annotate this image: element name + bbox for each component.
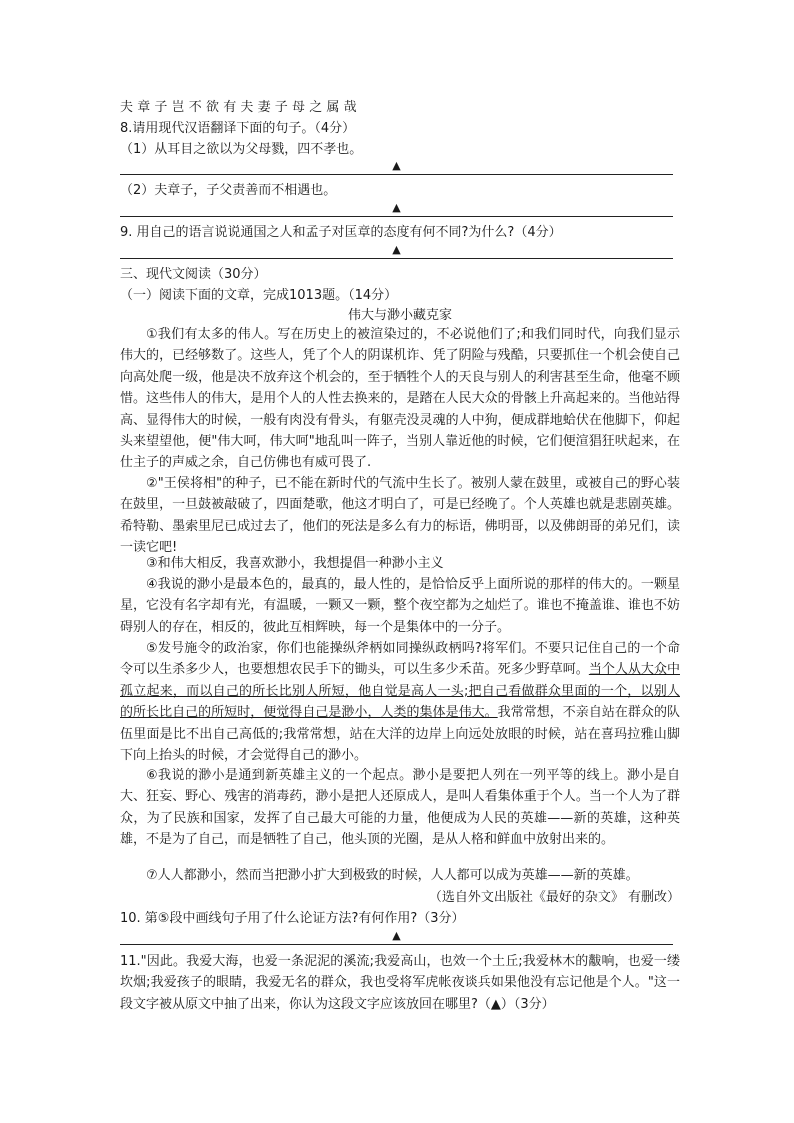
answer-line-q8-1[interactable]: ▲ bbox=[120, 158, 673, 175]
answer-line-q9[interactable]: ▲ bbox=[120, 242, 673, 259]
article-paragraph-1: ①我们有太多的伟人。写在历史上的被渲染过的，不必说他们了;和我们同时代，向我们显示伟大的，已经够数了。这些人，凭了个人的阴谋机诈、凭了阴险与残酷，只要抓住一个机会使自己向高处爬一级，他是决不放弃这个机会的，至于牺牲个人的天良与别人的利害甚至生命，他毫不顾惜。这些伟人的伟大，是用个人的人性去换来的，是踏在人民大众的骨骸上升高起来的。当他站得高、显得伟大的时候，一般有肉没有骨头，有躯壳没灵魂的人中狗，便成群地蛤伏在他脚下，仰起头来望望他，便"伟大呵，伟大呵"地乱叫一阵子，当别人靠近他的时候，它们便渲猖狂吠起来，在仕主子的声威之余，自己仿佛也有威可畏了. bbox=[120, 327, 680, 471]
paragraph-5-text-a: ⑤发号施令的政治家，你们也能操纵斧柄如同操纵政柄吗?将军们。不要只记住自己的一个命令可以生杀多少人，也要想想农民手下的锄头，可以生多少禾苗。死多少野草呵。 bbox=[120, 641, 680, 678]
article-paragraph-5 bbox=[120, 638, 680, 766]
part-1-heading: （一）阅读下面的文章，完成1013题。（14分） bbox=[120, 288, 398, 303]
q8-sentence-2: （2）夫章子，子父责善而不相遇也。 bbox=[120, 183, 337, 198]
q7-fill-text: 夫章子岂不欲有夫妻子母之属哉 bbox=[120, 100, 361, 115]
article-paragraph-2: ②"王侯将相"的种子，已不能在新时代的气流中生长了。被别人蒙在鼓里，或被自己的野心装在鼓里，一旦鼓被敲破了，四面楚歌，他这才明白了，可是已经晚了。个人英雄也就是悲剧英雄。希特勒、墨索里尼已成过去了，他们的死法是多么有力的标语，佛明哥，以及佛朗哥的弟兄们，读一读它吧! bbox=[120, 476, 680, 556]
article-paragraph-7: ⑦人人都渺小，然而当把渺小扩大到极致的时候，人人都可以成为英雄——新的英雄。 bbox=[146, 868, 639, 883]
paragraph-5-text-b: 我常常想，不亲自站在群众的队伍里面是比不出自己高低的;我常常想，站在大洋的边岸上向远处放眼的时候，站在喜玛拉雅山脚下向上抬头的时候，才会觉得自己的渺小。 bbox=[120, 705, 680, 764]
q11-prompt: 11."因此。我爱大海，也爱一条泥泥的溪流;我爱高山，也效一个土丘;我爱林木的黻响，也爱一缕坎烟;我爱孩子的眼睛，我爱无名的群众，我也受将军虎帐夜谈兵如果他没有忘记他是个人。"这一段文字被从原文中抽了出来，你认为这段文字应该放回在哪里?（▲）（3分） bbox=[120, 954, 680, 1012]
section-3-heading: 三、现代文阅读（30分） bbox=[120, 267, 267, 282]
article-title: 伟大与渺小藏克家 bbox=[347, 308, 452, 323]
q9-prompt: 9. 用自己的语言说说通国之人和孟子对匡章的态度有何不同?为什么?（4分） bbox=[120, 225, 562, 240]
q8-sentence-1: （1）从耳目之欲以为父母戮，四不孝也。 bbox=[120, 142, 363, 157]
article-paragraph-6: ⑥我说的渺小是通到新英雄主义的一个起点。渺小是要把人列在一列平等的线上。渺小是自大、狂妄、野心、残害的消毒药，渺小是把人还原成人，是叫人看集体重于个人。当一个人为了群众，为了民族和国家，发挥了自己最大可能的力量，他便成为人民的英雄——新的英雄，这种英雄，不是为了自己，而是牺牲了自己，他头顶的光圈，是从人格和鲜血中放射出来的。 bbox=[120, 768, 680, 848]
paragraph-5-underlined-sentence: 当个人从大众中孤立起来，而以自己的所长比别人所短，他自觉是高人一头;把自己看做群众里面的一个，以别人的所长比自己的所短时，便觉得自己是渺小，人类的集体是伟大。 bbox=[120, 662, 680, 721]
q10-prompt: 10. 第⑤段中画线句子用了什么论证方法?有何作用?（3分） bbox=[120, 911, 465, 926]
article-paragraph-3: ③和伟大相反，我喜欢渺小，我想提倡一种渺小主义 bbox=[146, 556, 444, 571]
article-paragraph-4: ④我说的渺小是最本色的，最真的，最人性的，是恰恰反乎上面所说的那样的伟大的。一颗星星，它没有名字却有光，有温暖，一颗又一颗，整个夜空都为之灿烂了。谁也不掩盖谁、谁也不妨碍别人的存在，相反的，彼此互相辉映，每一个是集体中的一分子。 bbox=[120, 577, 680, 635]
answer-line-q10[interactable]: ▲ bbox=[120, 928, 673, 945]
q8-prompt: 8.请用现代汉语翻译下面的句子。（4分） bbox=[120, 121, 356, 136]
answer-line-q8-2[interactable]: ▲ bbox=[120, 200, 673, 217]
article-source: （选自外文出版社《最好的杂文》 有删改） bbox=[428, 890, 680, 905]
